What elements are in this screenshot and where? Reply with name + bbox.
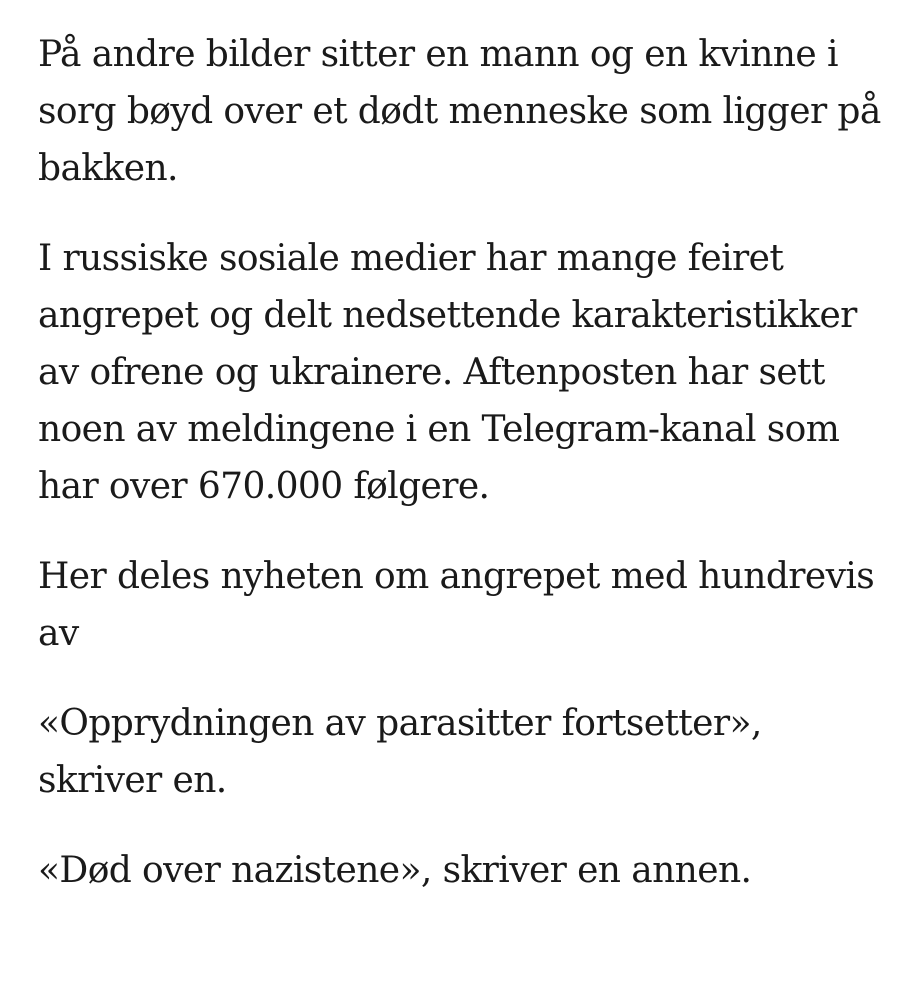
article-body [38, 26, 888, 932]
article-paragraph: Her deles nyheten om angrepet med hundrevis av [38, 556, 875, 654]
article-paragraph: «Død over nazistene», skriver en annen. [38, 850, 752, 891]
article-paragraph: I russiske sosiale medier har mange feiret angrepet og delt nedsettende karakteristikker av ofrene og ukrainere. Aftenposten har sett noen av meldingene i en Telegram-kanal som har over 670.000 følgere. [38, 238, 857, 507]
article-paragraph: På andre bilder sitter en mann og en kvinne i sorg bøyd over et dødt menneske som ligger på bakken. [38, 34, 881, 189]
article-paragraph: «Opprydningen av parasitter fortsetter», skriver en. [38, 703, 762, 801]
